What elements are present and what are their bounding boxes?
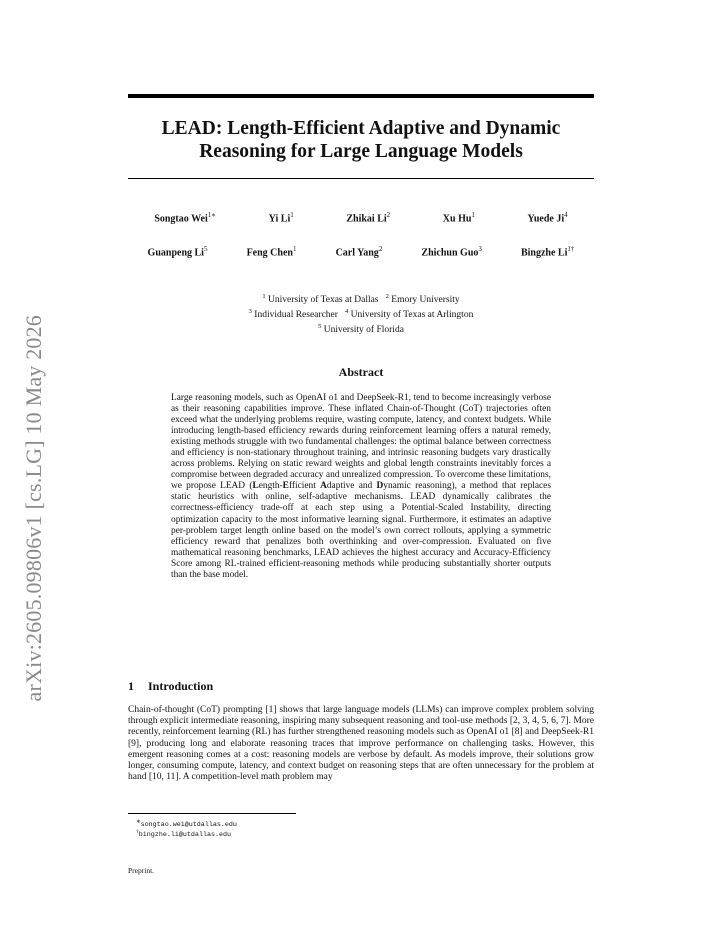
author: Zhichun Guo$^3$ bbox=[421, 245, 482, 259]
authors-row-2 bbox=[128, 245, 594, 258]
section-number: 1 bbox=[128, 679, 134, 693]
affiliation-line: $^3$ Individual Researcher $^4$ University of Texas at Arlington bbox=[248, 308, 474, 321]
affiliation: University of Texas at Arlington bbox=[350, 310, 474, 321]
section-title: Introduction bbox=[148, 679, 214, 693]
title-top-rule bbox=[128, 94, 594, 98]
arxiv-stamp bbox=[14, 258, 54, 758]
paper-title: LEAD: Length-Efficient Adaptive and Dynamic Reasoning for Large Language Models bbox=[161, 118, 561, 162]
author: Xu Hu$^1$ bbox=[442, 211, 475, 225]
author: Zhikai Li$^2$ bbox=[346, 211, 391, 225]
section-heading bbox=[128, 679, 213, 694]
title-bottom-rule bbox=[128, 178, 594, 179]
abstract-text: Large reasoning models, such as OpenAI o1 and DeepSeek-R1, tend to become increasingly verbose as their reasoning capabilities improve. These inflated Chain-of-Thought (CoT) trajectories often exceed what the underlying problems require, wasting compute, latency, and context budgets. While introducing length-based efficiency rewards during reinforcement learning offers a natural remedy, existing methods struggle with two fundamental challenges: the optimal balance between correctness and efficiency is non-stationary throughout training, and intrinsic reasoning budgets vary drastically across problems. Relying on static reward weights and global length constraints inevitably forces a compromise between degraded accuracy and unrealized compression. To overcome these limitations, we propose LEAD (Length-Efficient Adaptive and Dynamic reasoning), a method that replaces static heuristics with online, self-adaptive mechanisms. LEAD dynamically calibrates the correctness-efficiency trade-off at each step using a Potential-Scaled Instability, directing optimization capacity to the most informative learning signal. Furthermore, it estimates an adaptive per-problem target length online based on the model’s own correct rollouts, applying a symmetric efficiency reward that penalizes both overthinking and over-compression. Evaluated on five mathematical reasoning benchmarks, LEAD achieves the highest accuracy and Accuracy-Efficiency Score among RL-trained efficient-reasoning methods while producing substantially shorter outputs than the base model. bbox=[171, 393, 551, 580]
affiliation: University of Florida bbox=[323, 325, 404, 336]
footnote: †bingzhe.li@utdallas.edu bbox=[136, 829, 232, 840]
footnote: ∗songtao.wei@utdallas.edu bbox=[136, 819, 237, 830]
affiliation: Emory University bbox=[391, 295, 460, 306]
footnote-email: songtao.wei@utdallas.edu bbox=[140, 821, 237, 830]
preprint-label: Preprint. bbox=[128, 866, 155, 875]
affiliations bbox=[128, 291, 594, 336]
introduction-text: Chain-of-thought (CoT) prompting [1] shows that large language models (LLMs) can improve complex problem solving through explicit intermediate reasoning, inspiring many subsequent reasoning and tool-use methods [2, 3, 4, 5, 6, 7]. More recently, reinforcement learning (RL) has further strengthened reasoning models such as OpenAI o1 [8] and DeepSeek-R1 [9], producing long and elaborate reasoning traces that improve performance on challenging tasks. However, this emergent reasoning comes at a cost: reasoning models are verbose by default. As models improve, their solutions grow longer, consuming compute, latency, and context budget on reasoning steps that are often unnecessary for the problem at hand [10, 11]. A competition-level math problem may bbox=[128, 705, 594, 783]
footnote-email: bingzhe.li@utdallas.edu bbox=[138, 831, 232, 840]
author: Yi Li$^1$ bbox=[268, 211, 294, 225]
author: Bingzhe $Li^{1\dagger}$ bbox=[520, 245, 575, 259]
arxiv-id: arXiv:2605.09806v1 [cs.LG] 10 May 2026 bbox=[21, 314, 46, 702]
author: Guanpeng Li$^5$ bbox=[147, 245, 208, 259]
affiliation: University of Texas at Dallas bbox=[268, 295, 379, 306]
author: Feng Chen$^1$ bbox=[246, 245, 297, 259]
abstract-heading: Abstract bbox=[338, 365, 384, 379]
affiliation-line: $^1$ University of Texas at Dallas $^2$ Emory University bbox=[262, 293, 460, 306]
author: Carl Yang$^2$ bbox=[335, 245, 383, 259]
author: Songtao Wei$^{1∗}$ bbox=[154, 211, 217, 225]
footnote-rule bbox=[128, 813, 296, 814]
authors-row-1 bbox=[128, 211, 594, 224]
affiliation: Individual Researcher bbox=[254, 310, 338, 321]
author: Yuede Ji$^4$ bbox=[527, 211, 568, 225]
affiliation-line: $^5$ University of Florida bbox=[318, 323, 404, 336]
